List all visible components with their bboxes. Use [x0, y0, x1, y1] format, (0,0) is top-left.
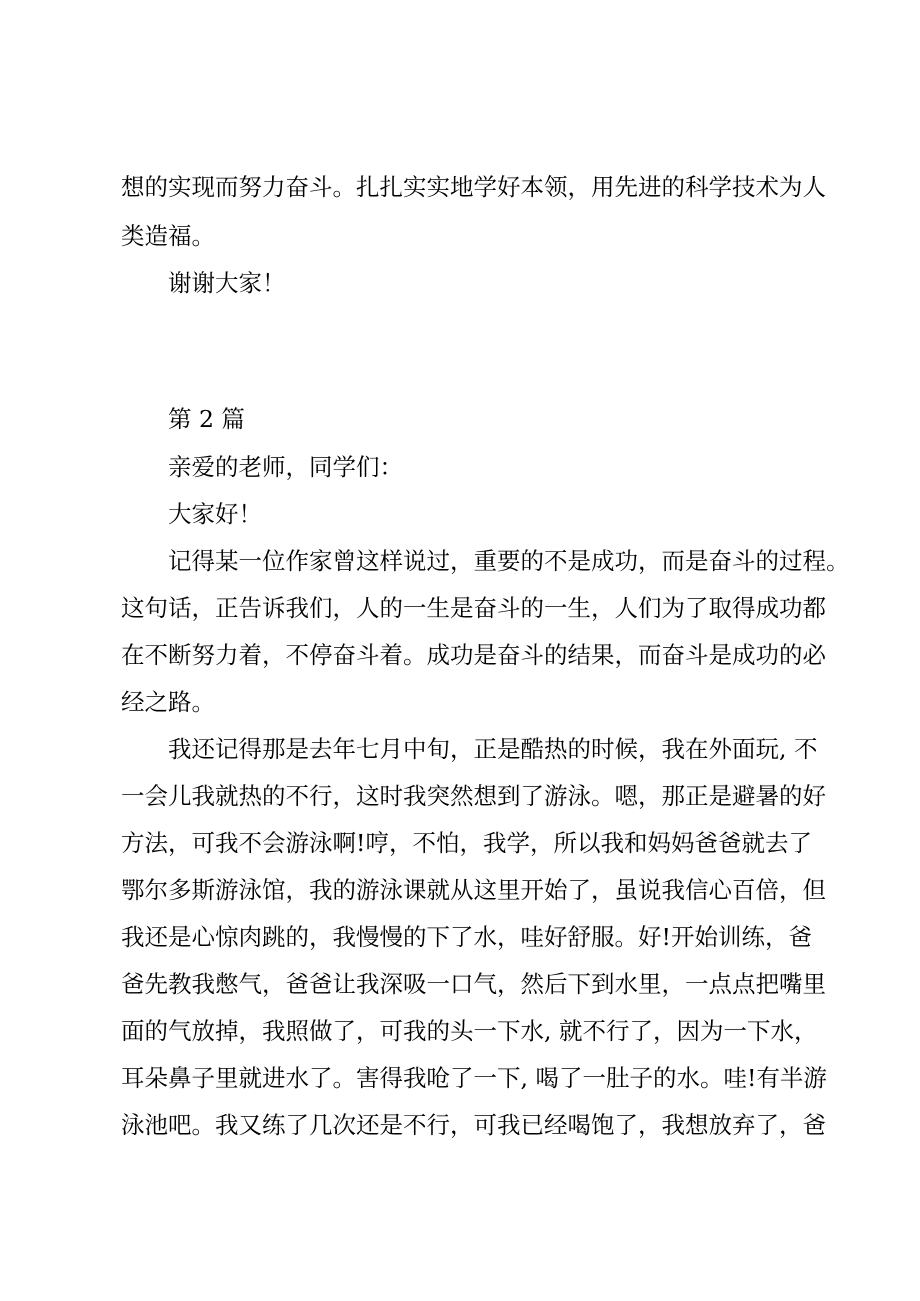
paragraph-line: 类造福。 — [121, 222, 215, 250]
paragraph-line: 鄂尔多斯游泳馆，我的游泳课就从这里开始了，虽说我信心百倍，但 — [121, 876, 826, 904]
paragraph-line: 一会儿我就热的不行，这时我突然想到了游泳。嗯，那正是避暑的好 — [121, 782, 826, 810]
paragraph-line: 这句话，正告诉我们，人的一生是奋斗的一生，人们为了取得成功都 — [121, 594, 826, 622]
closing-remark: 谢谢大家！ — [168, 269, 286, 297]
paragraph-line: 记得某一位作家曾这样说过，重要的不是成功，而是奋斗的过程。 — [168, 547, 850, 575]
paragraph-line: 想的实现而努力奋斗。扎扎实实地学好本领，用先进的科学技术为人 — [121, 173, 826, 201]
paragraph-line: 耳朵鼻子里就进水了。害得我呛了一下, 喝了一肚子的水。哇!有半游 — [121, 1064, 827, 1092]
greeting: 大家好！ — [168, 500, 262, 528]
paragraph-line: 爸先教我憋气，爸爸让我深吸一口气，然后下到水里，一点点把嘴里 — [121, 970, 826, 998]
paragraph-line: 在不断努力着，不停奋斗着。成功是奋斗的结果，而奋斗是成功的必 — [121, 641, 826, 669]
paragraph-line: 经之路。 — [121, 688, 215, 716]
salutation: 亲爱的老师，同学们： — [168, 453, 403, 481]
section-heading: 第 2 篇 — [168, 405, 245, 433]
paragraph-line: 我还记得那是去年七月中旬，正是酷热的时候，我在外面玩, 不 — [168, 735, 818, 763]
paragraph-line: 我还是心惊肉跳的，我慢慢的下了水，哇好舒服。好!开始训练，爸 — [121, 923, 812, 951]
paragraph-line: 方法，可我不会游泳啊!哼，不怕，我学，所以我和妈妈爸爸就去了 — [121, 829, 812, 857]
paragraph-line: 泳池吧。我又练了几次还是不行，可我已经喝饱了，我想放弃了，爸 — [121, 1111, 826, 1139]
paragraph-line: 面的气放掉，我照做了，可我的头一下水, 就不行了，因为一下水， — [121, 1017, 818, 1045]
